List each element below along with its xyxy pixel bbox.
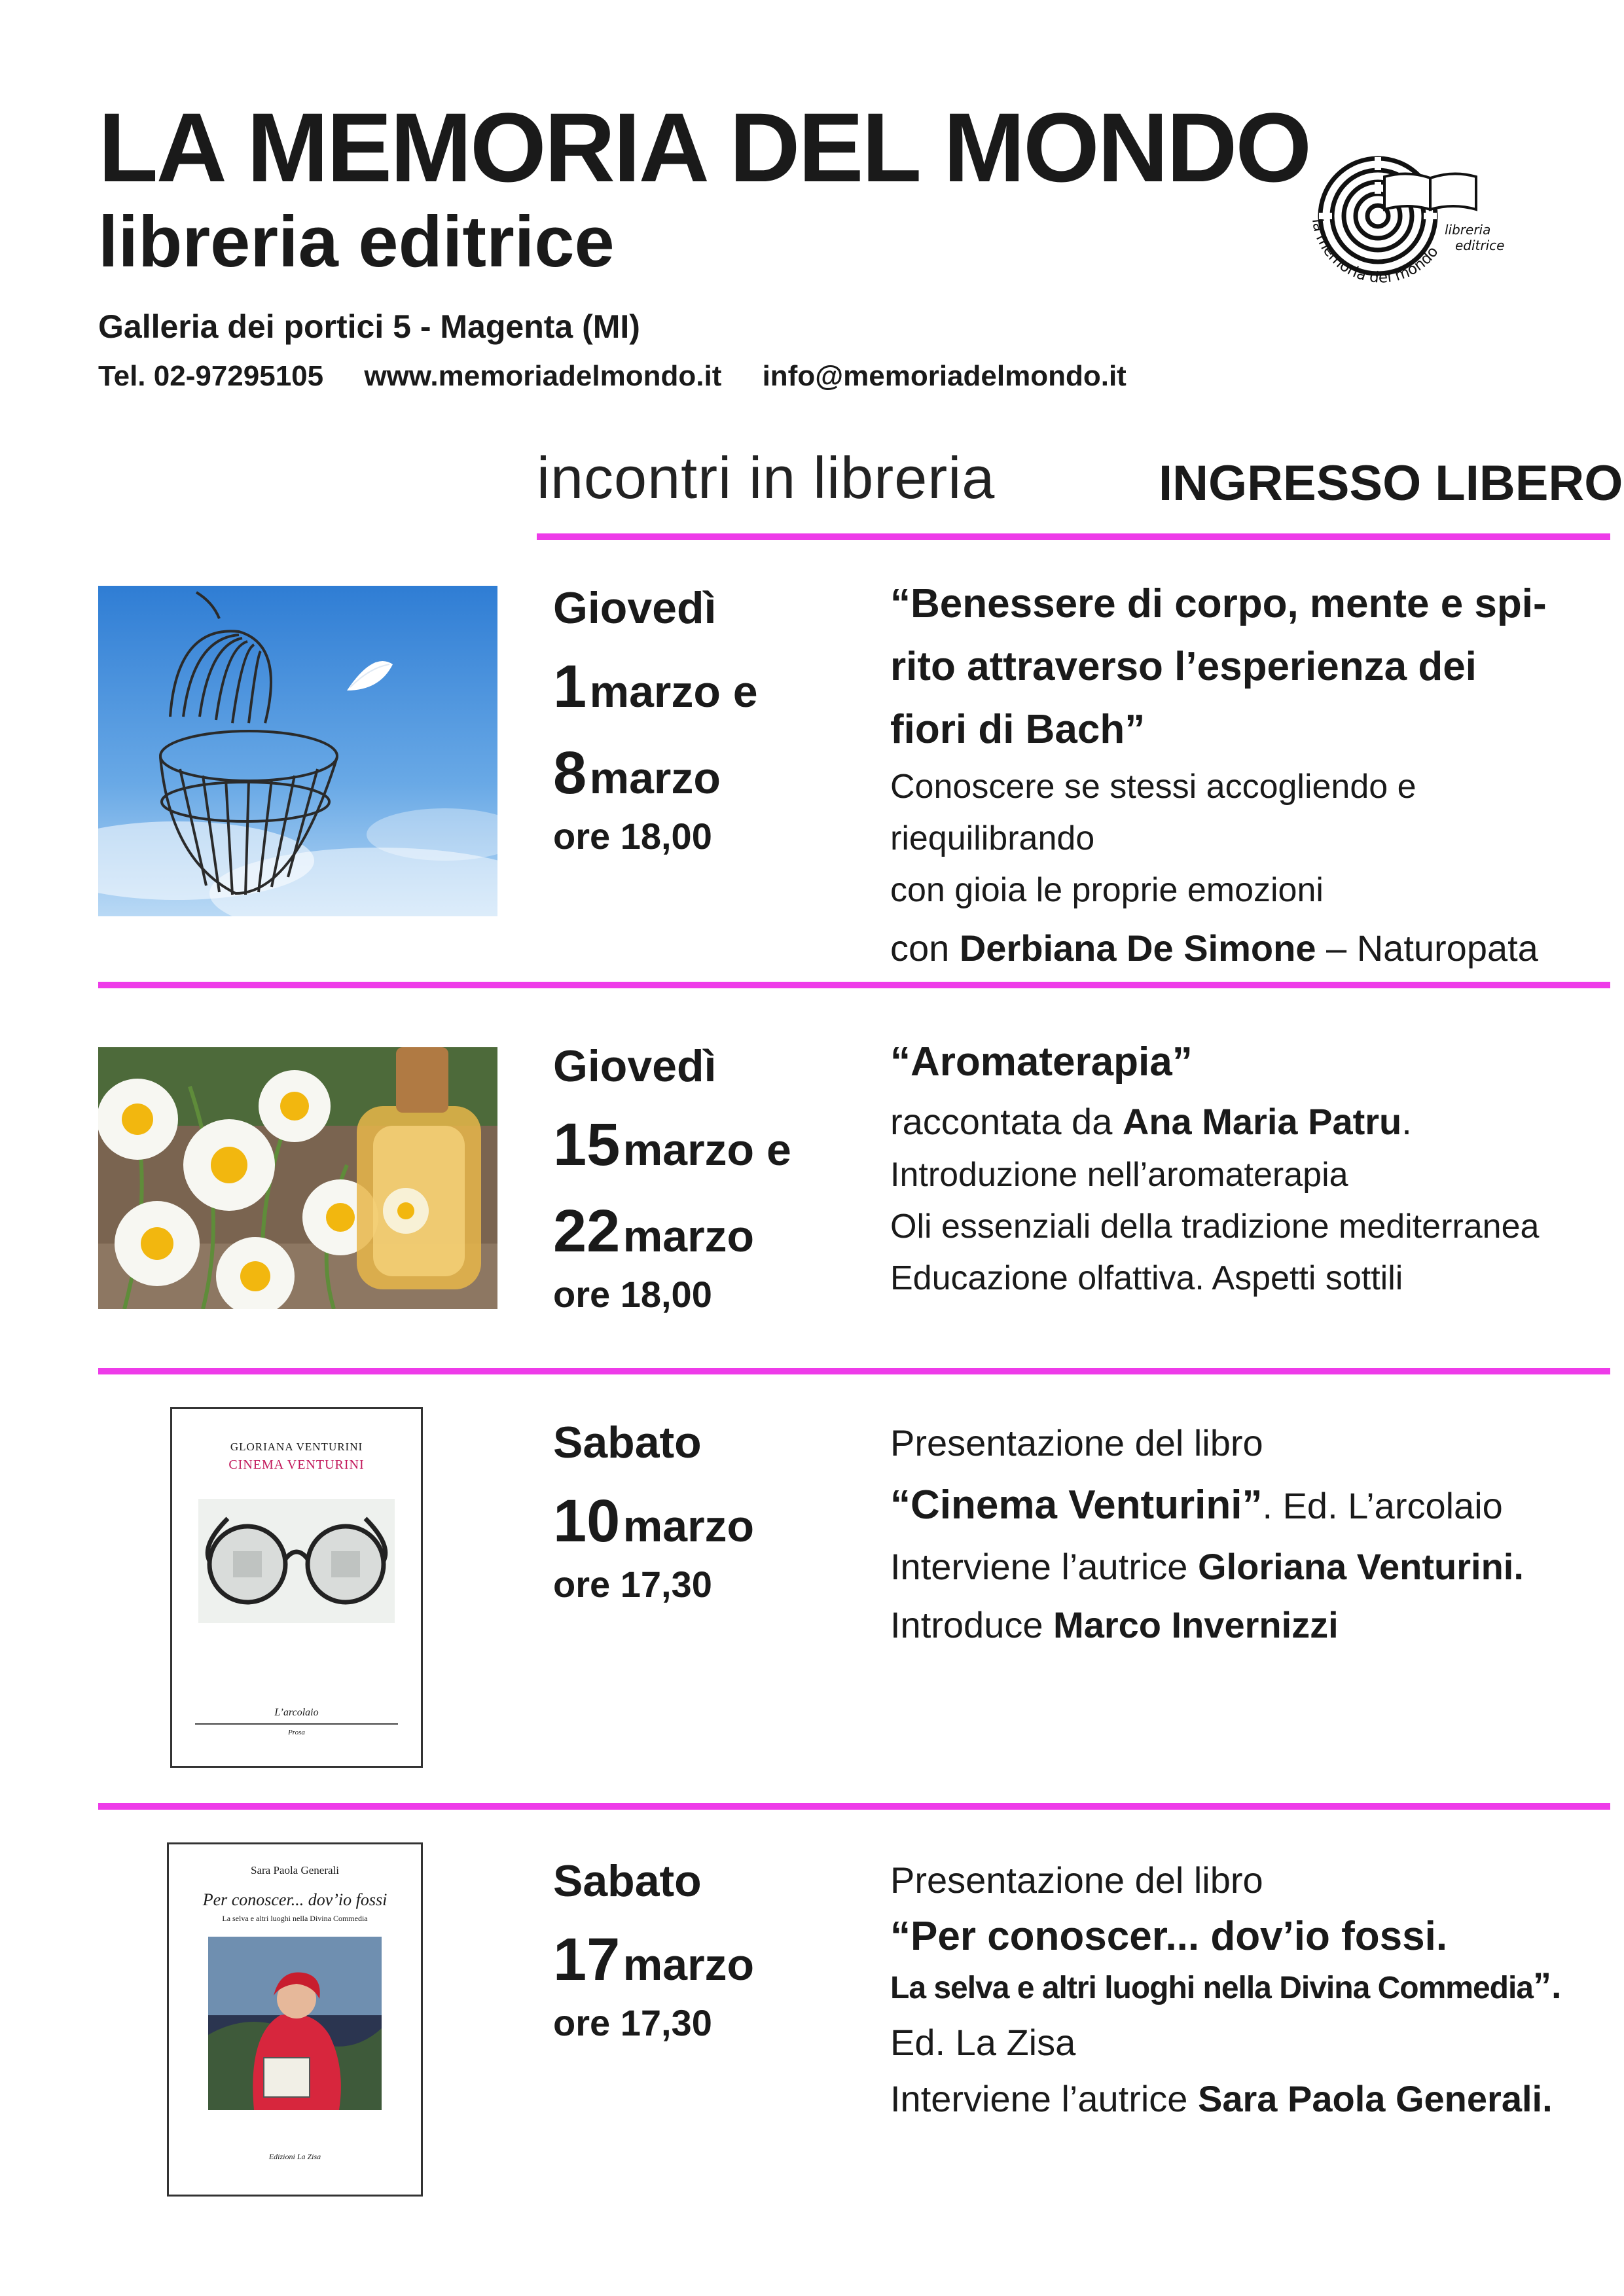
website-link[interactable]: www.memoriadelmondo.it [364,360,722,392]
logo-side-text-2: editrice [1455,238,1505,253]
event-3-author: Gloriana Venturini. [1198,1545,1524,1587]
event-4-author: Sara Paola Generali. [1198,2078,1553,2120]
event-3-date [553,1420,754,1605]
event-1-title-line-3: fiori di Bach” [890,707,1146,753]
event-2-date1-num: 15 [553,1111,621,1178]
section-title: incontri in libreria [537,446,996,511]
event-1-date1-month: marzo e [589,667,758,717]
per-conoscer-cover [167,1842,423,2197]
event-2-line-1-pre: raccontata da [890,1101,1123,1143]
event-1-line-2: con gioia le proprie emozioni [890,871,1324,910]
event-2-date2-num: 22 [553,1198,621,1265]
event-2-description [890,1031,1610,1304]
event-2-date2-month: marzo [623,1211,755,1261]
event-3-time: ore 17,30 [553,1564,712,1605]
event-1-time: ore 18,00 [553,816,712,857]
logo-side-text-1: libreria [1445,222,1491,238]
event-4-line-5-pre: Interviene l’autrice [890,2078,1199,2120]
event-4-book-title: “Per conoscer... dov’io fossi. [890,1913,1448,1959]
event-1-title-line-1: “Benessere di corpo, mente e spi- [890,581,1547,626]
event-4-description [890,1852,1610,2128]
glasses-illustration-icon [189,1499,405,1623]
event-4-time: ore 17,30 [553,2002,712,2043]
event-3-description [890,1414,1610,1655]
event-1-line-3-pre: con [890,927,960,969]
cover-title: Per conoscer... dov’io fossi [202,1890,388,1909]
address: Galleria dei portici 5 - Magenta (MI) [98,308,640,345]
event-2-speaker: Ana Maria Patru [1122,1101,1402,1143]
event-4-book-subtitle: La selva e altri luoghi nella Divina Commedia [890,1971,1533,2006]
event-4-date [553,1856,755,2044]
event-3-date-num: 10 [553,1488,621,1554]
free-entry-label: INGRESSO LIBERO [1159,456,1623,511]
event-1-day: Giovedì [553,583,717,633]
event-1-line-1: Conoscere se stessi accogliendo e riequilibrando [890,768,1416,858]
event-3-introducer: Marco Invernizzi [1053,1604,1339,1646]
event-4-publisher: Ed. La Zisa [890,2021,1076,2063]
logo-ring-text: la memoria del mondo [1308,217,1442,287]
event-3-day: Sabato [553,1418,702,1467]
event-1-speaker: Derbiana De Simone [959,927,1316,969]
contacts [98,360,1159,393]
cover-publisher: Edizioni La Zisa [268,2152,321,2161]
event-4-title-end: ”. [1532,1965,1562,2007]
event-3-date-month: marzo [623,1501,755,1551]
labyrinth-logo-icon [1293,151,1515,308]
chamomile-oil-photo [98,1047,497,1309]
event-2-date1-month: marzo e [623,1125,791,1175]
event-1-description [890,573,1610,976]
brand-subtitle: libreria editrice [98,202,615,282]
cover-publisher: L’arcolaio [274,1707,319,1718]
event-1-date1-num: 1 [553,653,587,720]
brand-title: LA MEMORIA DEL MONDO [98,92,1310,202]
divider [98,982,1610,988]
event-4-line-1: Presentazione del libro [890,1859,1263,1901]
event-1-date2-num: 8 [553,740,587,806]
divider [537,533,1610,540]
cover-title: CINEMA VENTURINI [228,1458,365,1472]
event-4-date-month: marzo [623,1940,755,1990]
email-link[interactable]: info@memoriadelmondo.it [762,360,1127,392]
event-4-day: Sabato [553,1856,702,1906]
cover-author: GLORIANA VENTURINI [230,1441,363,1453]
cover-series: Prosa [288,1729,305,1736]
event-2-line-1-post: . [1401,1101,1412,1143]
event-2-title: “Aromaterapia” [890,1039,1193,1085]
event-2-line-4: Educazione olfattiva. Aspetti sottili [890,1259,1403,1298]
dante-portrait-icon [208,1937,382,2110]
event-1-date2-month: marzo [589,753,721,803]
event-1-line-3-post: – Naturopata [1316,927,1538,969]
event-3-line-4-pre: Introduce [890,1604,1054,1646]
cinema-venturini-cover [170,1407,423,1768]
event-2-line-2: Introduzione nell’aromaterapia [890,1156,1348,1194]
divider [98,1803,1610,1810]
event-2-time: ore 18,00 [553,1274,712,1315]
birdcage-feather-photo [98,586,497,916]
event-2-line-3: Oli essenziali della tradizione mediterranea [890,1208,1540,1246]
event-1-title-line-2: rito attraverso l’esperienza dei [890,644,1477,690]
phone: Tel. 02-97295105 [98,360,324,392]
event-3-line-3-pre: Interviene l’autrice [890,1545,1199,1587]
event-3-line-1: Presentazione del libro [890,1422,1263,1463]
event-3-publisher: . Ed. L’arcolaio [1262,1484,1503,1526]
event-3-book-title: “Cinema Venturini” [890,1482,1263,1528]
divider [98,1368,1610,1374]
cover-subtitle: La selva e altri luoghi nella Divina Commedia [222,1914,368,1923]
cover-author: Sara Paola Generali [251,1864,339,1876]
event-2-day: Giovedì [553,1041,717,1091]
event-1-date [553,583,758,857]
event-4-date-num: 17 [553,1926,621,1993]
event-2-date [553,1041,791,1316]
